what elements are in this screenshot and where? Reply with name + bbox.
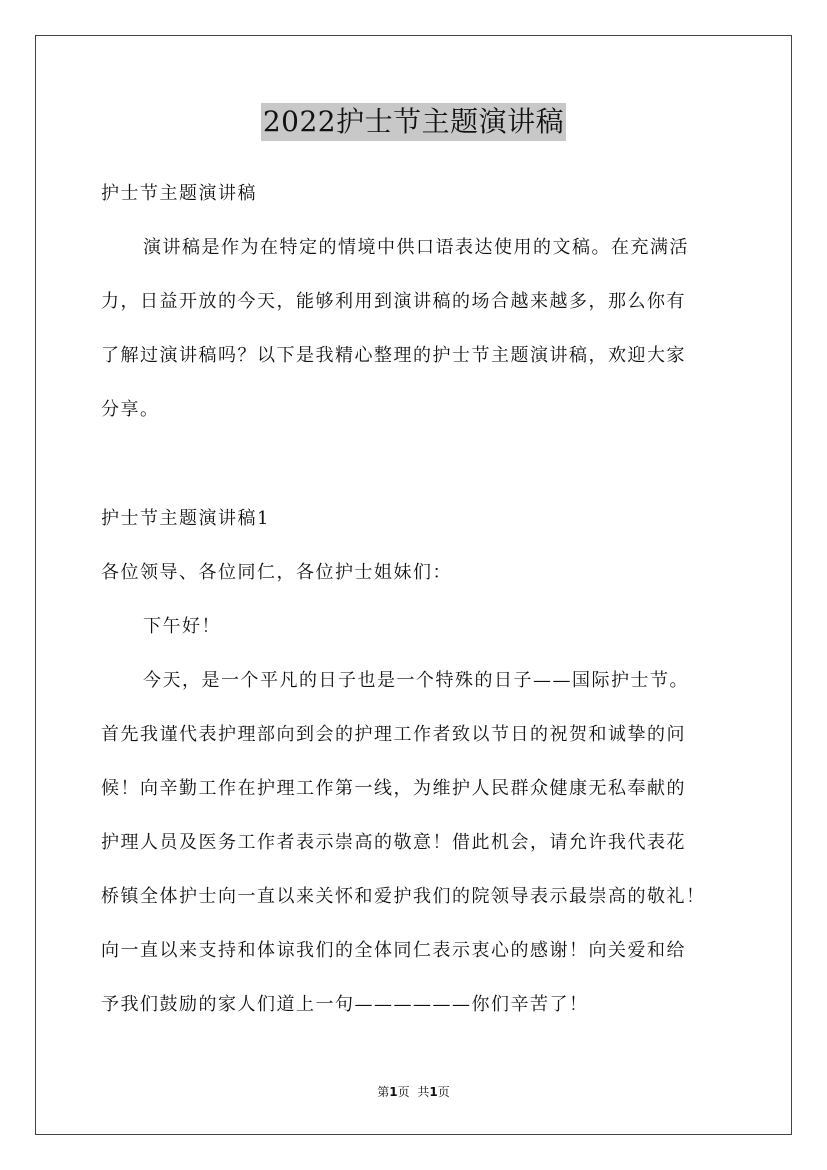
subtitle: 护士节主题演讲稿 xyxy=(101,183,257,204)
page-footer xyxy=(0,1083,827,1100)
total-prefix: 共 xyxy=(417,1085,430,1099)
document-title: 2022护士节主题演讲稿 xyxy=(261,103,566,141)
total-suffix: 页 xyxy=(437,1085,450,1099)
salutation: 各位领导、各位同仁，各位护士姐妹们： xyxy=(101,562,452,583)
body-line: 向一直以来支持和体谅我们的全体同仁表示衷心的感谢！向关爱和给 xyxy=(101,940,686,961)
body-line: 予我们鼓励的家人们道上一句——————你们辛苦了！ xyxy=(101,994,589,1015)
body-line: 今天，是一个平凡的日子也是一个特殊的日子——国际护士节。 xyxy=(143,670,689,691)
title-container xyxy=(0,103,827,141)
page-suffix: 页 xyxy=(397,1085,410,1099)
body-line: 护理人员及医务工作者表示崇高的敬意！借此机会，请允许我代表花 xyxy=(101,832,686,853)
intro-line: 分享。 xyxy=(101,399,160,420)
body-line: 首先我谨代表护理部向到会的护理工作者致以节日的祝贺和诚挚的问 xyxy=(101,724,686,745)
intro-line: 力，日益开放的今天，能够利用到演讲稿的场合越来越多，那么你有 xyxy=(101,291,686,312)
section-heading: 护士节主题演讲稿1 xyxy=(101,508,270,529)
page-prefix: 第 xyxy=(377,1085,390,1099)
body-line: 桥镇全体护士向一直以来关怀和爱护我们的院领导表示最崇高的敬礼！ xyxy=(101,886,706,907)
total-pages: 1 xyxy=(429,1085,438,1099)
page-number: 1 xyxy=(389,1085,398,1099)
intro-line: 演讲稿是作为在特定的情境中供口语表达使用的文稿。在充满活 xyxy=(143,237,689,258)
body-line: 候！向辛勤工作在护理工作第一线，为维护人民群众健康无私奉献的 xyxy=(101,778,686,799)
greeting: 下午好！ xyxy=(143,616,221,637)
intro-line: 了解过演讲稿吗？以下是我精心整理的护士节主题演讲稿，欢迎大家 xyxy=(101,345,686,366)
